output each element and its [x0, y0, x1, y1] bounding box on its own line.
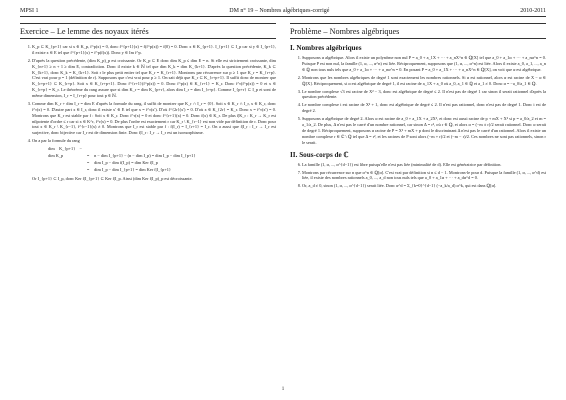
section-2-item-6: 6. La famille (1, α, ..., α^{d−1}) est libre puisqu'elle n'est pas liée (minimalité de d). Elle est génératrice par définition.: [302, 162, 546, 168]
exercise-item-1: 1. K_p ⊂ K_{p+1} car si x ∈ K_p, f^p(x) = 0, donc f^{p+1}(x) = f(f^p(x)) = f(0) = 0. Donc x ∈ K_{p+1}. I_{p+1} ⊂ I_p car si y ∈ I_{p+1}, il existe x ∈ E tel que f^{p+1}(x) = f^p(f(x)). Donc y ∈ Im f^p.: [32, 44, 276, 56]
section-2-list: [290, 162, 546, 190]
left-column: [20, 23, 276, 378]
equation-line-3: = dim I_p − dim I_{p+1} = dim Ker f|I_{p+1}: [86, 166, 171, 172]
exercise-item-4-conclusion: Or I_{p+1} ⊂ I_p, donc Ker f|I_{p+1} ⊂ Ker f|I_p. Ainsi (dim Ker f|I_p)_p est décroissante.: [32, 175, 193, 181]
page-header: [20, 8, 546, 17]
two-column-body: [20, 23, 546, 378]
header-right: 2010-2011: [520, 8, 546, 14]
exercise-list: [20, 44, 276, 181]
section-1-item-5: 5. Supposons α algébrique de degré 2. Alors α est racine de a_0 + a_1X + a_2X², et donc est aussi racine de p + mX + X² si p = a_0/a_2 et m = a_1/a_2. De plus, Δ n'est pas le carré d'un nombre rationnel, car sinon Δ = r², où r ∈ ℚ, et alors α = (−m ± r)/2 serait rationnel. Donc α serait de degré 1. Réciproquement, supposons α racine de P = X² + mX + p dont le discriminant Δ n'est pas le carré d'un rationnel. Alors il existe un nombre complexe r ∈ ℂ \ ℚ tel que Δ = r², et les racines de P sont alors (−m + r)/2 et (−m − r)/2. Ces nombres ne sont pas rationnels, sinon r le serait.: [302, 116, 546, 145]
header-left: MPSI 1: [20, 8, 39, 14]
equation-block: [48, 146, 276, 174]
exercise-item-4-text: On a par la formule du rang: [32, 138, 80, 144]
right-column: [290, 23, 546, 378]
exercise-item-3: 3. Comme dim K_r + dim I_r = dim E d'après la formule du rang, il suffit de montrer que K_r ∩ I_r = {0}. Soit x ∈ K_r ∩ I_r, x ∈ K_r, donc f^r(x) = 0. D'autre part x ∈ I_r, donc il existe x' ∈ E tel que x = f^r(x'). D'où f^{2r}(x') = 0. D'où x ∈ K_{2r} = K_r. Donc x = f^r(x') = 0. Montrons que K_r est stable par f : Soit x ∈ K_r. Donc f^r(x) = 0 et donc f^{r+1}(x) = 0. Donc f(x) ∈ K_r. De plus f|K_r : K_r → K_r est nilpotente d'ordre ≤ r car si x ∈ K^r, f^r(x) = 0. De plus l'ordre est exactement r car K_r \ K_{r−1} est non vide par définition de r. Donc pour tout x ∈ K_r \ K_{r−1}, f^{r−1}(x) ≠ 0. Montrons que I_r est stable par f : f(I_r) = I_{r+1} = I_r. On a aussi que f|I_r : I_r → I_r est surjective, donc bijective car I_r est de dimension finie. Donc f|I_r : I_r → I_r est un isomorphisme.: [32, 101, 276, 136]
exercise-title: Exercice – Le lemme des noyaux itérés: [20, 23, 276, 39]
section-1-item-1: 1. Supposons α algébrique. Alors il existe un polynôme non nul P = a_0 + a_1X + ··· + a_nX^n ∈ ℚ[X] tel que a_0 + a_1α + ··· + a_nα^n = 0. Puisque P est non nul, la famille (1, α, ..., α^n) est liée. Réciproquement, supposons que (1, α, ..., α^n) est liée. Alors il existe a_0, a_1, ..., a_n ∈ ℚ non tous nuls tels que a_0 + a_1α + ··· + a_nα^n = 0. En posant P = a_0 + a_1X + ··· + a_nX^n ∈ ℚ[X], on voit que α est algébrique.: [302, 55, 546, 73]
equation-line-2: = dim I_p − dim f(I_p) = dim Ker f|I_p: [86, 159, 158, 165]
equation-line-1: dim K_{p+1} − dim K_p = n − dim I_{p+1} − (n − dim I_p) = dim I_p − dim I_{p+1}: [48, 146, 196, 158]
section-1-heading: I. Nombres algébriques: [290, 44, 362, 52]
section-1-item-4: 4. Le nombre complexe i est racine de X² + 1, donc est algébrique de degré ≤ 2. Il n'est pas rationnel, donc n'est pas de degré 1. Donc i est de degré 2.: [302, 102, 546, 114]
section-2-item-7: 7. Montrons par récurrence sur n que α^n ∈ ℚ[α]. C'est vrai par définition si n ≤ d − 1. Montrons-le pour d. Puisque la famille (1, α, ..., α^d) est liée, il existe des nombres rationnels a_0, ..., a_d non tous nuls tels que a_0 + a_1α + ··· + a_dα^d = 0.: [302, 170, 546, 182]
section-1-list: [290, 55, 546, 146]
header-center: DM n° 19 – Nombres algébriques-corrigé: [229, 8, 330, 14]
section-1-item-3: 3. Le nombre complexe √3 est racine de X² − 3, donc est algébrique de degré ≤ 2. Il n'est pas de degré 1 car sinon il serait rationnel d'après la question précédente.: [302, 89, 546, 101]
section-1-item-2: 2. Montrons que les nombres algébriques de degré 1 sont exactement les nombres rationnels. Si α est rationnel, alors α est racine de X − α ∈ ℚ[X]. Réciproquement, si α est algébrique de degré 1, il est racine de a_1X + a_0 où a_0, a_1 ∈ ℚ et a_1 ≠ 0. Donc α = −a_0/a_1 ∈ ℚ.: [302, 75, 546, 87]
exercise-item-2: 2. D'après la question précédente, (dim K_p)_p est croissante. Or K_p ⊂ E donc dim K_p ≤ dim E = n. Si elle est strictement croissante, dim K_{n+1} ≥ n + 1 ≥ dim E, contradiction. Donc il existe k ∈ ℕ tel que dim K_k = dim K_{k+1}. D'après la question précédente, K_k ⊂ K_{k+1}, donc K_k = K_{k+1}. Soit r le plus petit entier tel que K_r = K_{r+1}. Montrons par récurrence sur p ≥ 1 que K_r = K_{r+p}. C'est vrai pour p = 1 (définition de r). Supposons que c'est vrai pour p ≥ 1. On sait déjà que K_r ⊂ K_{r+p+1}. Il suffit donc de montrer que K_{r+p+1} ⊂ K_{r+p}. Soit x ∈ K_{r+p+1}. Donc f^{r+1}(f^p(x)) = 0. Donc f^p(x) ∈ K_{r+1} = K_r. Donc f^r(f^p(x)) = 0 et x ∈ K_{r+p} = K_r. Le théorème du rang assure que si dim K_r = dim K_{p+r}, alors dim I_r = dim I_{r+p}. Comme I_{p+r} ⊂ I_p et sont de même dimension, I_r = I_{r+p} pour tout p ∈ ℕ.: [32, 58, 276, 99]
section-2-item-8: 8. Or, a_d ≠ 0, sinon (1, α, ..., α^{d−1}) serait liée. Donc α^d = Σ_{k=0}^{d−1} (−a_k/a_d) α^k, qui est dans ℚ[α].: [302, 183, 546, 189]
page-number: 1: [281, 387, 285, 392]
exercise-item-4: [32, 138, 276, 181]
problem-title: Problème – Nombres algébriques: [290, 23, 546, 39]
section-2-heading: II. Sous-corps de ℂ: [290, 150, 349, 159]
